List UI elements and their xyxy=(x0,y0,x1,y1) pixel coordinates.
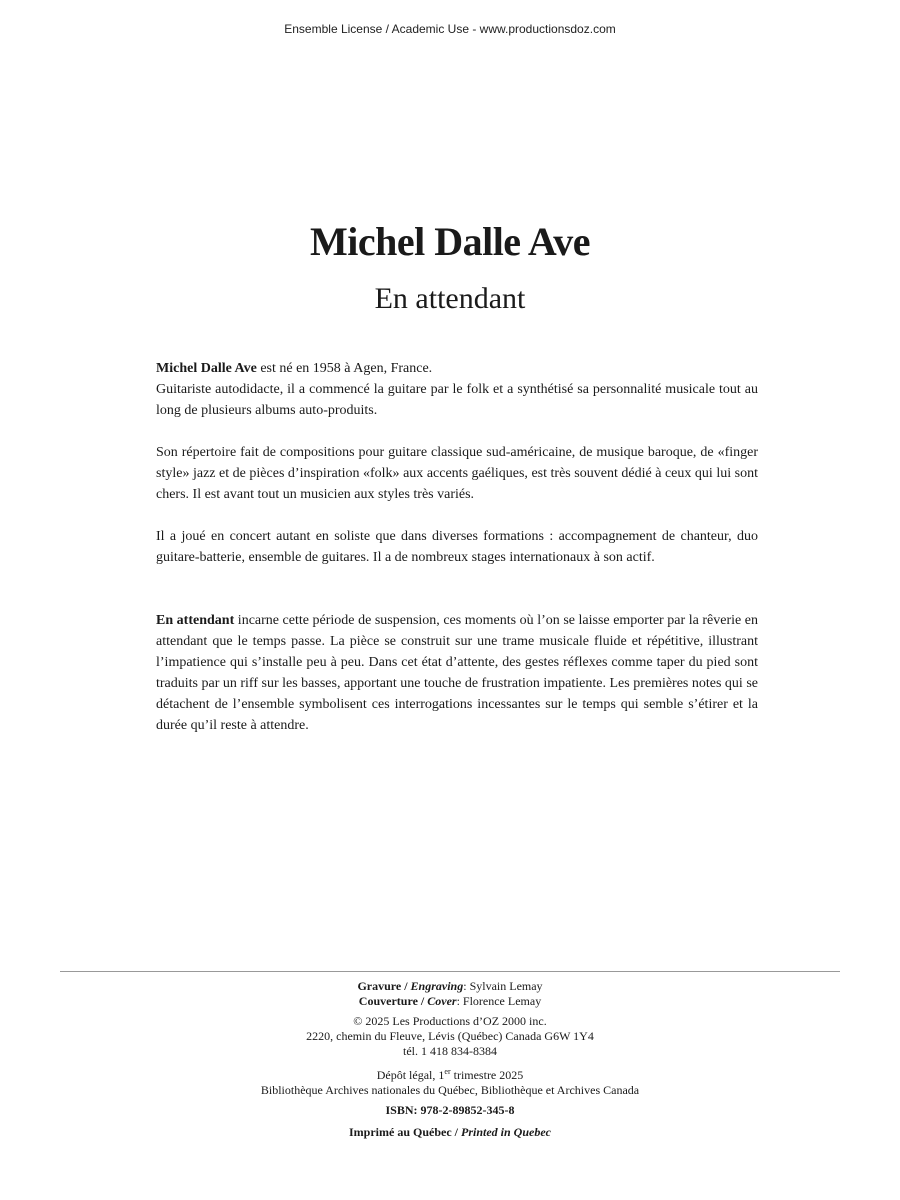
printed-in: Imprimé au Québec / Printed in Quebec xyxy=(349,1125,551,1139)
license-header: Ensemble License / Academic Use - www.productionsdoz.com xyxy=(284,22,616,36)
piece-title: En attendant xyxy=(374,282,526,315)
engraving-credit: Gravure / Engraving: Sylvain Lemay xyxy=(357,979,543,993)
text-body xyxy=(156,358,758,736)
bio-name: Michel Dalle Ave xyxy=(156,361,257,376)
legal-deposit: Dépôt légal, 1er trimestre 2025 xyxy=(376,1067,524,1082)
description-title: En attendant xyxy=(156,613,235,628)
description-text: incarne cette période de suspension, ces moments où l’on se laisse emporter par la rêverie en attendant que le temps passe. La pièce se construit sur une trame musicale fluide et répétitive, illustrant l’impatience qui s’installe peu à peu. Dans cet état d’attente, des gestes réflexes comme taper du pied sont traduits par un riff sur les basses, apportant une touche de frustration impatiente. Les premières notes qui se détachent de l’ensemble symbolisent ces interrogations incessantes sur le temps qui semble s’étirer et la durée qu’il reste à attendre. xyxy=(156,613,758,733)
bio-paragraph-3: Il a joué en concert autant en soliste que dans diverses formations : accompagnement de chanteur, duo guitare-batterie, ensemble de guitares. Il a de nombreux stages internationaux à son actif. xyxy=(156,529,758,565)
credits-block xyxy=(0,979,900,1140)
bio-birth-text: est né en 1958 à Agen, France. xyxy=(256,361,433,376)
copyright: © 2025 Les Productions d’OZ 2000 inc. xyxy=(353,1014,547,1028)
bio-paragraph-1 xyxy=(156,358,758,379)
footer-divider xyxy=(60,971,840,972)
address: 2220, chemin du Fleuve, Lévis (Québec) Canada G6W 1Y4 xyxy=(306,1029,594,1043)
libraries: Bibliothèque Archives nationales du Québec, Bibliothèque et Archives Canada xyxy=(260,1083,640,1097)
bio-paragraph-1b: Guitariste autodidacte, il a commencé la guitare par le folk et a synthétisé sa personnalité musicale tout au long de plusieurs albums auto-produits. xyxy=(156,382,758,418)
cover-credit: Couverture / Cover: Florence Lemay xyxy=(358,994,542,1008)
bio-paragraph-2: Son répertoire fait de compositions pour guitare classique sud-américaine, de musique baroque, de «finger style» jazz et de pièces d’inspiration «folk» aux accents gaéliques, est très souvent dédié à ceux qui lui sont chers. Il est avant tout un musicien aux styles très variés. xyxy=(156,445,758,502)
phone: tél. 1 418 834-8384 xyxy=(403,1044,497,1058)
isbn: ISBN: 978-2-89852-345-8 xyxy=(385,1103,515,1117)
description-paragraph xyxy=(156,610,758,736)
composer-name: Michel Dalle Ave xyxy=(309,219,591,264)
